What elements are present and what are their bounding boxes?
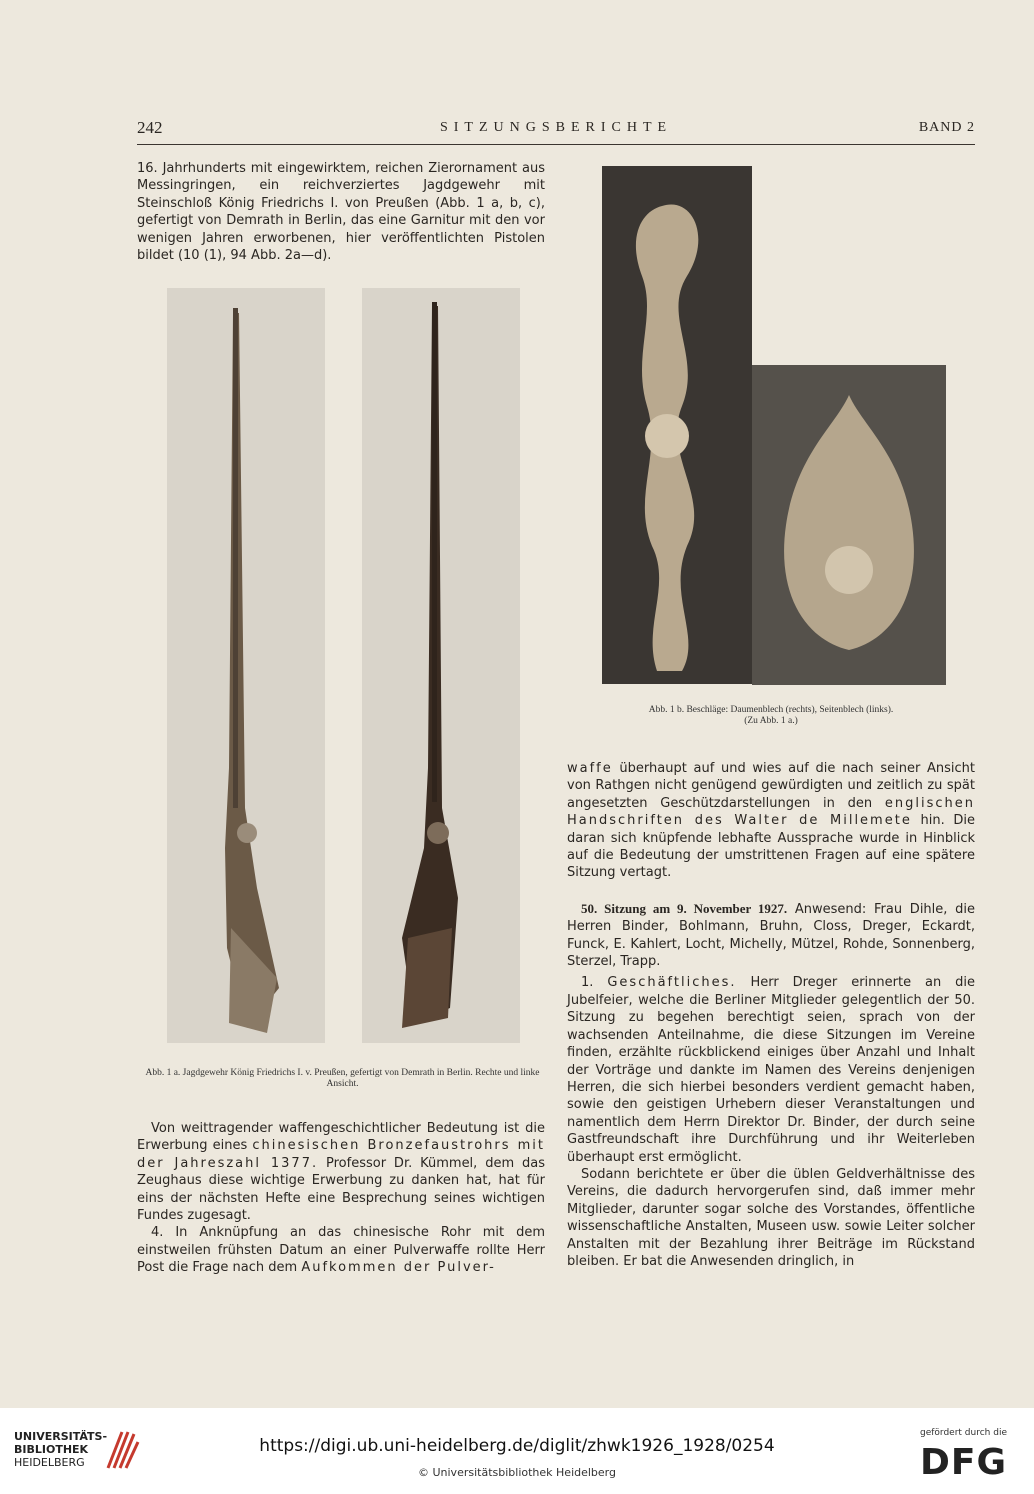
funder-note: gefördert durch die — [920, 1428, 1007, 1438]
side-plate-ornament — [602, 166, 752, 684]
left-lower-text: Von weittragender waffengeschichtlicher Bedeutung ist die Erwerbung eines chinesischen Bronzefaustrohrs mit der Jahreszahl 1377. Professor Dr. Kümmel, dem das Zeughaus diese wichtige Erwerbung zu danken hat, hat für eins der nächsten Hefte eine Besprechung seines wichtigen Fundes zugesagt. 4. In Anknüpfung an das chinesische Rohr mit dem einstweilen frühsten Datum an einer Pulverwaffe rollte Herr Post die Frage nach dem Aufkommen der Pulver- — [137, 1121, 546, 1276]
volume-label: BAND 2 — [918, 120, 975, 135]
page-number: 242 — [137, 118, 163, 137]
dfg-logo[interactable]: DFG — [920, 1442, 1008, 1483]
copyright-note: © Universitätsbibliothek Heidelberg — [417, 1466, 616, 1479]
rifle-illustration-left — [362, 288, 520, 1043]
running-title: SITZUNGSBERICHTE — [439, 120, 673, 135]
session-heading: 50. Sitzung am 9. November 1927. — [581, 900, 788, 916]
running-header — [137, 116, 975, 144]
thumb-plate-photo — [752, 365, 946, 685]
figure-1a-caption: Abb. 1 a. Jagdgewehr König Friedrichs I. v. Preußen, gefertigt von Demrath in Berlin. Rechte und linke Ansicht. — [145, 1068, 540, 1089]
library-logo[interactable]: UNIVERSITÄTS- BIBLIOTHEK HEIDELBERG — [14, 1430, 108, 1469]
left-top-paragraph: 16. Jahrhunderts mit eingewirktem, reichen Zierornament aus Messingringen, ein reichverziertes Jagdgewehr mit Steinschloß König Friedrichs I. von Preußen (Abb. 1 a, b, c), gefertigt von Demrath in Berlin, das eine Garnitur mit den vor wenigen Jahren erworbenen, hier veröffentlichten Pistolen bildet (10 (1), 94 Abb. 2a—d). — [137, 161, 545, 264]
thumb-plate-ornament — [752, 365, 946, 685]
figure-1b-caption: Abb. 1 b. Beschläge: Daumenblech (rechts), Seitenblech (links). (Zu Abb. 1 a.) — [648, 705, 894, 726]
document-url-link[interactable]: https://digi.ub.uni-heidelberg.de/diglit/zhwk1926_1928/0254 — [259, 1436, 775, 1456]
right-column-text: waffe überhaupt auf und wies auf die nach seiner Ansicht von Rathgen nicht genügend gewürdigten und zeitlich zu spät angesetzten Geschützdarstellungen in den englischen Handschriften des Walter de Millemete hin. Die daran sich knüpfende lebhafte Aussprache wurde in Hinblick auf die Bedeutung der umstrittenen Fragen auf eine spätere Sitzung vertagt. 50. Sitzung am 9. November 1927. Anwesend: Frau Dihle, die Herren Binder, Bohlmann, Bruhn, Closs, Dreger, Eckardt, Funck, E. Kahlert, Locht, Michelly, Mützel, Rohde, Sonnenberg, Sterzel, Trapp. 1. Geschäftliches. Herr Dreger erinnerte an die Jubelfeier, welche die Berliner Mitglieder gelegentlich der 50. Sitzung zu begehen berechtigt seien, sprach von der wachsenden Anteilnahme, die diese Sitzungen im Vereine finden, erzählte rückblickend einiges über Anzahl und Inhalt der Vorträge und dankte im Namen des Vereins denjenigen Herren, die sich hierbei besonders verdient gemacht haben, sowie den geistigen Urhebern dieser Veranstaltungen und namentlich dem Herrn Direktor Dr. Binder, der durch seine Gastfreundschaft ihre Durchführung und ihr Weiterleben überhaupt erst ermöglicht. Sodann berichtete er über die üblen Geldverhältnisse des Vereins, die dadurch hervorgerufen sind, daß immer mehr Mitglieder, darunter sogar solche des Vorstandes, öffentliche wissenschaftliche Anstalten, Museen usw. sowie Leiter solcher Anstalten mit der Bezahlung ihrer Beiträge im Rückstand bleiben. Er bat die Anwesenden dringlich, in — [567, 761, 976, 1269]
side-plate-photo — [602, 166, 752, 684]
rifle-photo-left-view — [362, 288, 520, 1043]
rifle-photo-right-view — [167, 288, 325, 1043]
rifle-illustration-right — [167, 288, 325, 1043]
header-rule — [137, 144, 975, 145]
